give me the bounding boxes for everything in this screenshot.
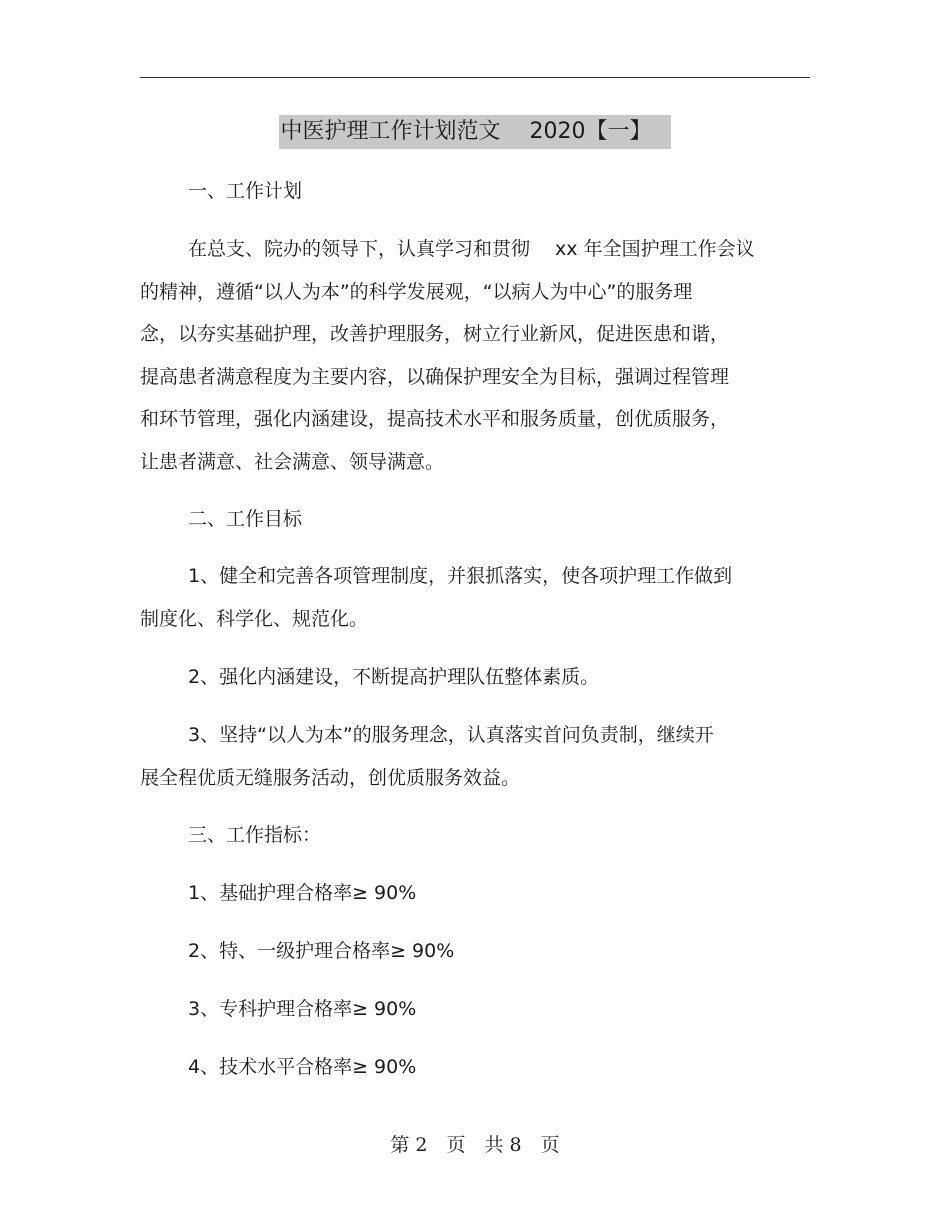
paragraph-line: 让患者满意、社会满意、领导满意。	[140, 451, 445, 473]
document-title-wrap	[0, 115, 950, 149]
indicator-item: 1、基础护理合格率≥ 90%	[188, 882, 417, 904]
section-3-heading: 三、工作指标：	[188, 824, 322, 846]
section-1-heading: 一、工作计划	[188, 180, 303, 202]
header-rule	[140, 77, 810, 78]
goal-item-1-line: 1、健全和完善各项管理制度，并狠抓落实，使各项护理工作做到	[188, 565, 733, 587]
paragraph-line: 在总支、院办的领导下，认真学习和贯彻 xx 年全国护理工作会议	[188, 238, 755, 260]
goal-item-1-line: 制度化、科学化、规范化。	[140, 608, 369, 630]
indicator-item: 3、专科护理合格率≥ 90%	[188, 998, 417, 1020]
indicator-item: 4、技术水平合格率≥ 90%	[188, 1056, 417, 1078]
document-title: 中医护理工作计划范文 2020【一】	[279, 115, 672, 149]
section-2-heading: 二、工作目标	[188, 508, 303, 530]
paragraph-line: 提高患者满意程度为主要内容，以确保护理安全为目标，强调过程管理	[140, 366, 730, 388]
page-footer: 第 2 页 共 8 页	[390, 1134, 560, 1156]
goal-item-3-line: 3、坚持“以人为本”的服务理念，认真落实首问负责制，继续开	[188, 724, 714, 746]
indicator-item: 2、特、一级护理合格率≥ 90%	[188, 940, 455, 962]
paragraph-line: 念，以夯实基础护理，改善护理服务，树立行业新风，促进医患和谐，	[140, 323, 730, 345]
goal-item-2: 2、强化内涵建设，不断提高护理队伍整体素质。	[188, 666, 600, 688]
goal-item-3-line: 展全程优质无缝服务活动，创优质服务效益。	[140, 767, 521, 789]
paragraph-line: 的精神，遵循“以人为本”的科学发展观，“以病人为中心”的服务理	[140, 281, 693, 303]
paragraph-line: 和环节管理，强化内涵建设，提高技术水平和服务质量，创优质服务，	[140, 408, 730, 430]
